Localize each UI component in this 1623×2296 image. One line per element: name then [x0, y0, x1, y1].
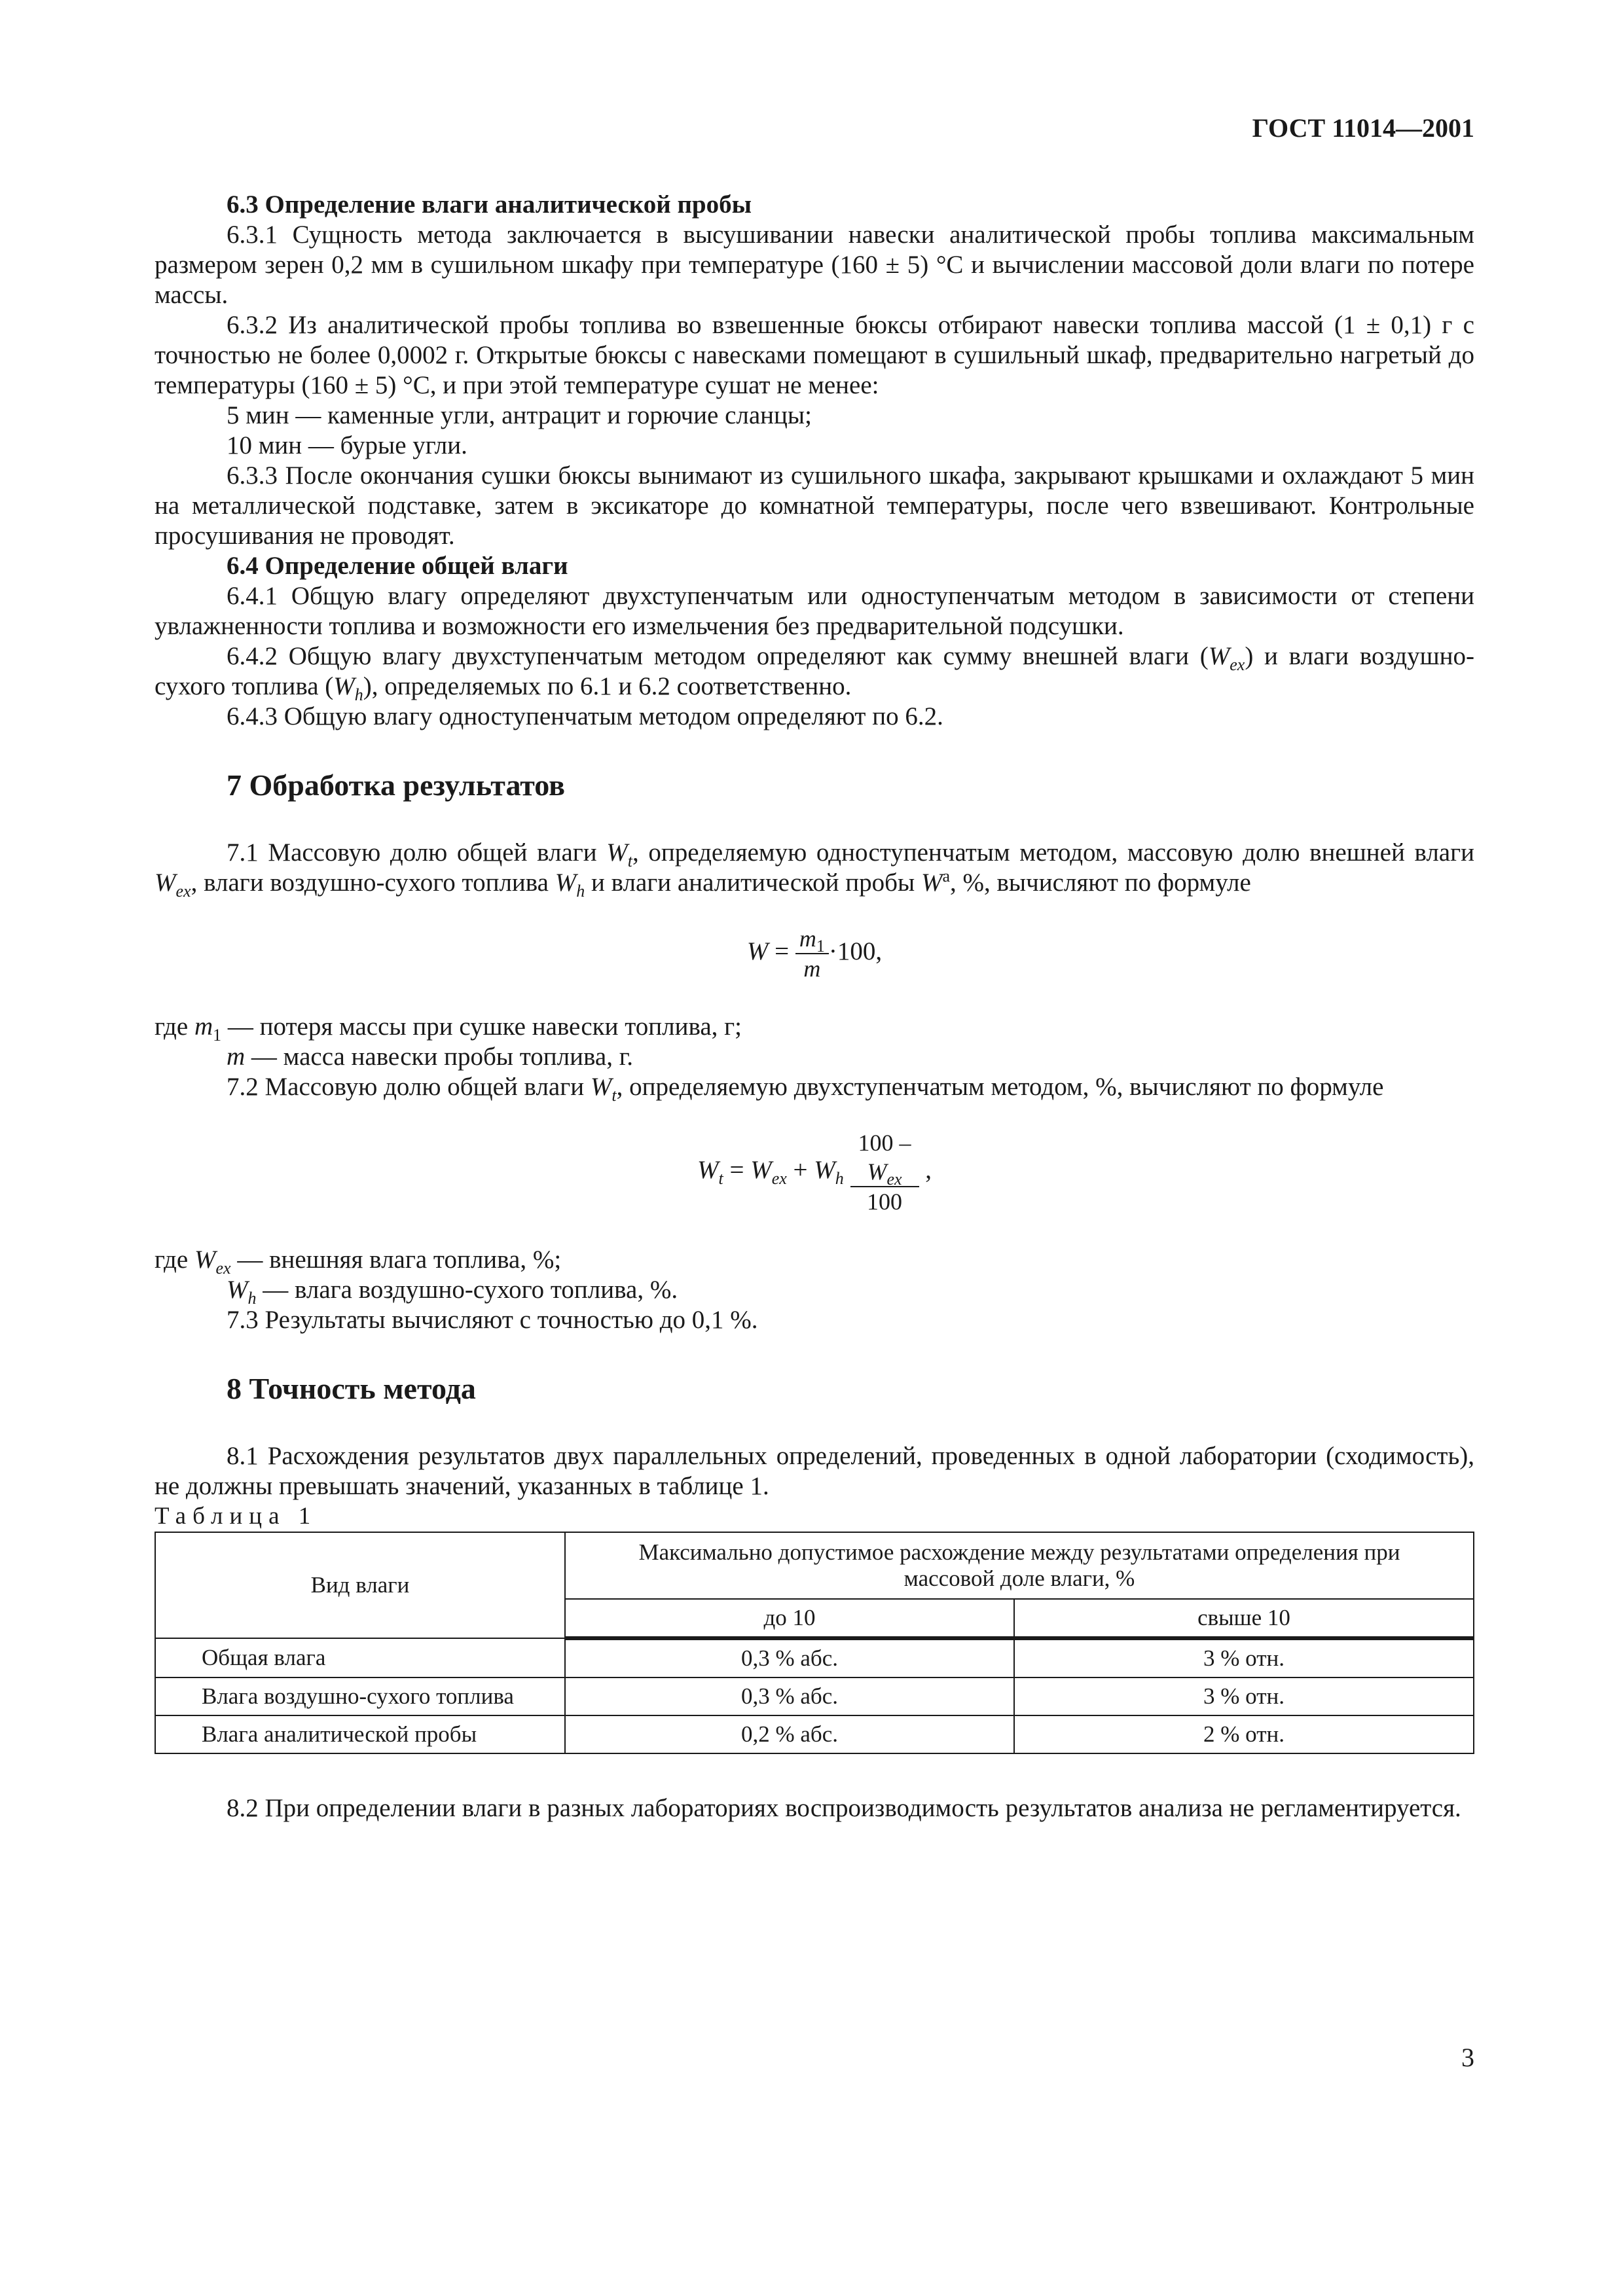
table-cell: 3 % отн. — [1014, 1677, 1474, 1715]
subscript-1: 1 — [816, 937, 825, 956]
precision-table — [155, 1532, 1474, 1754]
list-item: 10 мин — бурые угли. — [227, 431, 467, 459]
symbol-w: W — [155, 869, 176, 897]
table-cell: Влага аналитической пробы — [155, 1715, 565, 1753]
paragraph-6-4-3: 6.4.3 Общую влагу одноступенчатым методом определяют по 6.2. — [227, 702, 943, 730]
formula-tail: ·100, — [828, 937, 883, 965]
table-cell: Общая влага — [155, 1638, 565, 1677]
subscript-h: h — [247, 1288, 257, 1308]
paragraph-6-3-1: 6.3.1 Сущность метода заключается в высушивании навески аналитической пробы топлива максимальным размером зерен 0,2 мм в сушильном шкафу при температуре (160 ± 5) °С и вычислении массовой доли влаги по потере массы. — [155, 221, 1474, 309]
text-run: 6.4.2 Общую влагу двухступенчатым методом определяют как сумму внешней влаги ( — [227, 642, 1209, 670]
subscript-t: t — [718, 1168, 723, 1188]
symbol-w: W — [194, 1246, 216, 1274]
symbol-w: W — [606, 838, 628, 867]
symbol-w: W — [227, 1276, 248, 1304]
text-run: ) и влаги воздушно-сухого топлива ( — [155, 642, 1474, 700]
table-cell: 0,3 % абс. — [565, 1677, 1014, 1715]
where-wh — [155, 1275, 1474, 1308]
where-m1 — [155, 1012, 1474, 1045]
symbol-w: W — [867, 1158, 887, 1185]
paragraph-7-1 — [155, 838, 1474, 901]
table-caption: Таблица 1 — [155, 1503, 318, 1530]
table-row — [155, 1715, 1474, 1753]
document-page — [155, 0, 1474, 2296]
text-run: — масса навески пробы топлива, г. — [245, 1043, 634, 1071]
column-header-up-to-10: до 10 — [565, 1599, 1014, 1638]
formula-1 — [155, 924, 1474, 983]
text-run: 100 – — [858, 1130, 911, 1156]
superscript-a: a — [942, 867, 950, 886]
paragraph-6-4-2 — [155, 641, 1474, 702]
text-run: ), определяемых по 6.1 и 6.2 соответственно. — [363, 672, 852, 700]
subscript-t: t — [611, 1085, 617, 1105]
column-header-group: Максимально допустимое расхождение между результатами определения при массовой доле влаги, % — [565, 1532, 1474, 1599]
formula-2 — [155, 1128, 1474, 1216]
text-run: 7.1 Массовую долю общей влаги — [227, 838, 607, 867]
table-row — [155, 1638, 1474, 1677]
text-run: — потеря массы при сушке навески топлива, г; — [221, 1013, 742, 1041]
section-8-title: 8 Точность метода — [227, 1372, 476, 1405]
standard-header: ГОСТ 11014—2001 — [1252, 113, 1474, 143]
text-run: , определяемую двухступенчатым методом, %, вычисляют по формуле — [616, 1073, 1384, 1101]
paragraph-6-4-1: 6.4.1 Общую влагу определяют двухступенчатым или одноступенчатым методом в зависимости от степени увлажненности топлива и возможности его измельчения без предварительной подсушки. — [155, 582, 1474, 640]
paragraph-8-1: 8.1 Расхождения результатов двух параллельных определений, проведенных в одной лаборатории (сходимость), не должны превышать значений, указанных в таблице 1. — [155, 1442, 1474, 1500]
table-cell: 3 % отн. — [1014, 1638, 1474, 1677]
content — [155, 190, 1474, 1823]
symbol-w: W — [590, 1073, 612, 1101]
equals-sign: = — [723, 1155, 751, 1184]
table-cell: 2 % отн. — [1014, 1715, 1474, 1753]
symbol-w: W — [746, 937, 769, 965]
page-number: 3 — [1461, 2043, 1474, 2072]
symbol-w: W — [333, 672, 355, 700]
text-run: — влага воздушно-сухого топлива, %. — [256, 1276, 678, 1304]
text-run: и влаги аналитической пробы — [585, 869, 921, 897]
symbol-w: W — [814, 1155, 835, 1184]
subscript-ex: ex — [1230, 655, 1245, 674]
paragraph-6-3-3: 6.3.3 После окончания сушки бюксы вынимают из сушильного шкафа, закрывают крышками и охлаждают 5 мин на металлической подставке, затем в эксикаторе до комнатной температуры, после чего взвешивают. Контрольные просушивания не проводят. — [155, 461, 1474, 550]
text-run: , определяемую одноступенчатым методом, массовую долю внешней влаги — [632, 838, 1474, 867]
paragraph-7-3: 7.3 Результаты вычисляют с точностью до 0,1 %. — [227, 1306, 758, 1334]
subscript-h: h — [354, 685, 363, 704]
table-cell: Влага воздушно-сухого топлива — [155, 1677, 565, 1715]
symbol-m: m — [799, 925, 816, 952]
paragraph-6-3-2: 6.3.2 Из аналитической пробы топлива во взвешенные бюксы отбирают навески топлива массой (1 ± 0,1) г с точностью не более 0,0002 г. Открытые бюксы с навесками помещают в сушильный шкаф, предварительно нагретый до температуры (160 ± 5) °С, и при этой температуре сушат не менее: — [155, 311, 1474, 399]
text-run: где — [155, 1013, 194, 1041]
table-row — [155, 1677, 1474, 1715]
subscript-h: h — [835, 1168, 844, 1188]
formula-tail: , — [925, 1155, 932, 1184]
where-wex — [155, 1245, 1474, 1278]
table-cell: 0,2 % абс. — [565, 1715, 1014, 1753]
subscript-ex: ex — [886, 1170, 902, 1189]
subscript-1: 1 — [213, 1025, 222, 1045]
section-6-3-title: 6.3 Определение влаги аналитической пробы — [227, 190, 752, 219]
text-run: где — [155, 1246, 194, 1274]
fraction-numerator — [850, 1128, 919, 1187]
subscript-t: t — [627, 851, 633, 870]
text-run: — внешняя влага топлива, %; — [230, 1246, 562, 1274]
list-item: 5 мин — каменные угли, антрацит и горючие сланцы; — [227, 401, 812, 429]
table-cell: 0,3 % абс. — [565, 1638, 1014, 1677]
symbol-w: W — [1208, 642, 1230, 670]
text-run: , %, вычисляют по формуле — [950, 869, 1251, 897]
text-run: , влаги воздушно-сухого топлива — [191, 869, 555, 897]
subscript-ex: ex — [215, 1258, 231, 1278]
column-header-moisture-type: Вид влаги — [155, 1532, 565, 1638]
equals-sign: = — [768, 937, 795, 965]
symbol-w: W — [750, 1155, 772, 1184]
symbol-w: W — [921, 869, 943, 897]
paragraph-7-2 — [155, 1072, 1474, 1105]
fraction-numerator — [795, 924, 829, 954]
subscript-ex: ex — [175, 881, 191, 901]
paragraph-8-2: 8.2 При определении влаги в разных лабораториях воспроизводимость результатов анализа не регламентируется. — [227, 1794, 1461, 1822]
where-m — [155, 1042, 1474, 1072]
section-7-title: 7 Обработка результатов — [227, 768, 565, 802]
fraction — [795, 924, 829, 983]
symbol-m: m — [803, 956, 821, 982]
plus-sign: + — [786, 1155, 814, 1184]
fraction-denominator: 100 — [867, 1189, 903, 1215]
fraction-denominator — [795, 954, 829, 983]
column-header-over-10: свыше 10 — [1014, 1599, 1474, 1638]
symbol-m: m — [227, 1043, 246, 1071]
symbol-w: W — [555, 869, 577, 897]
subscript-h: h — [576, 881, 585, 901]
table-header-row — [155, 1532, 1474, 1599]
symbol-w: W — [697, 1155, 719, 1184]
symbol-m: m — [194, 1013, 213, 1041]
subscript-ex: ex — [771, 1168, 787, 1188]
text-run: 7.2 Массовую долю общей влаги — [227, 1073, 591, 1101]
section-6-4-title: 6.4 Определение общей влаги — [227, 552, 568, 580]
fraction — [850, 1128, 919, 1216]
